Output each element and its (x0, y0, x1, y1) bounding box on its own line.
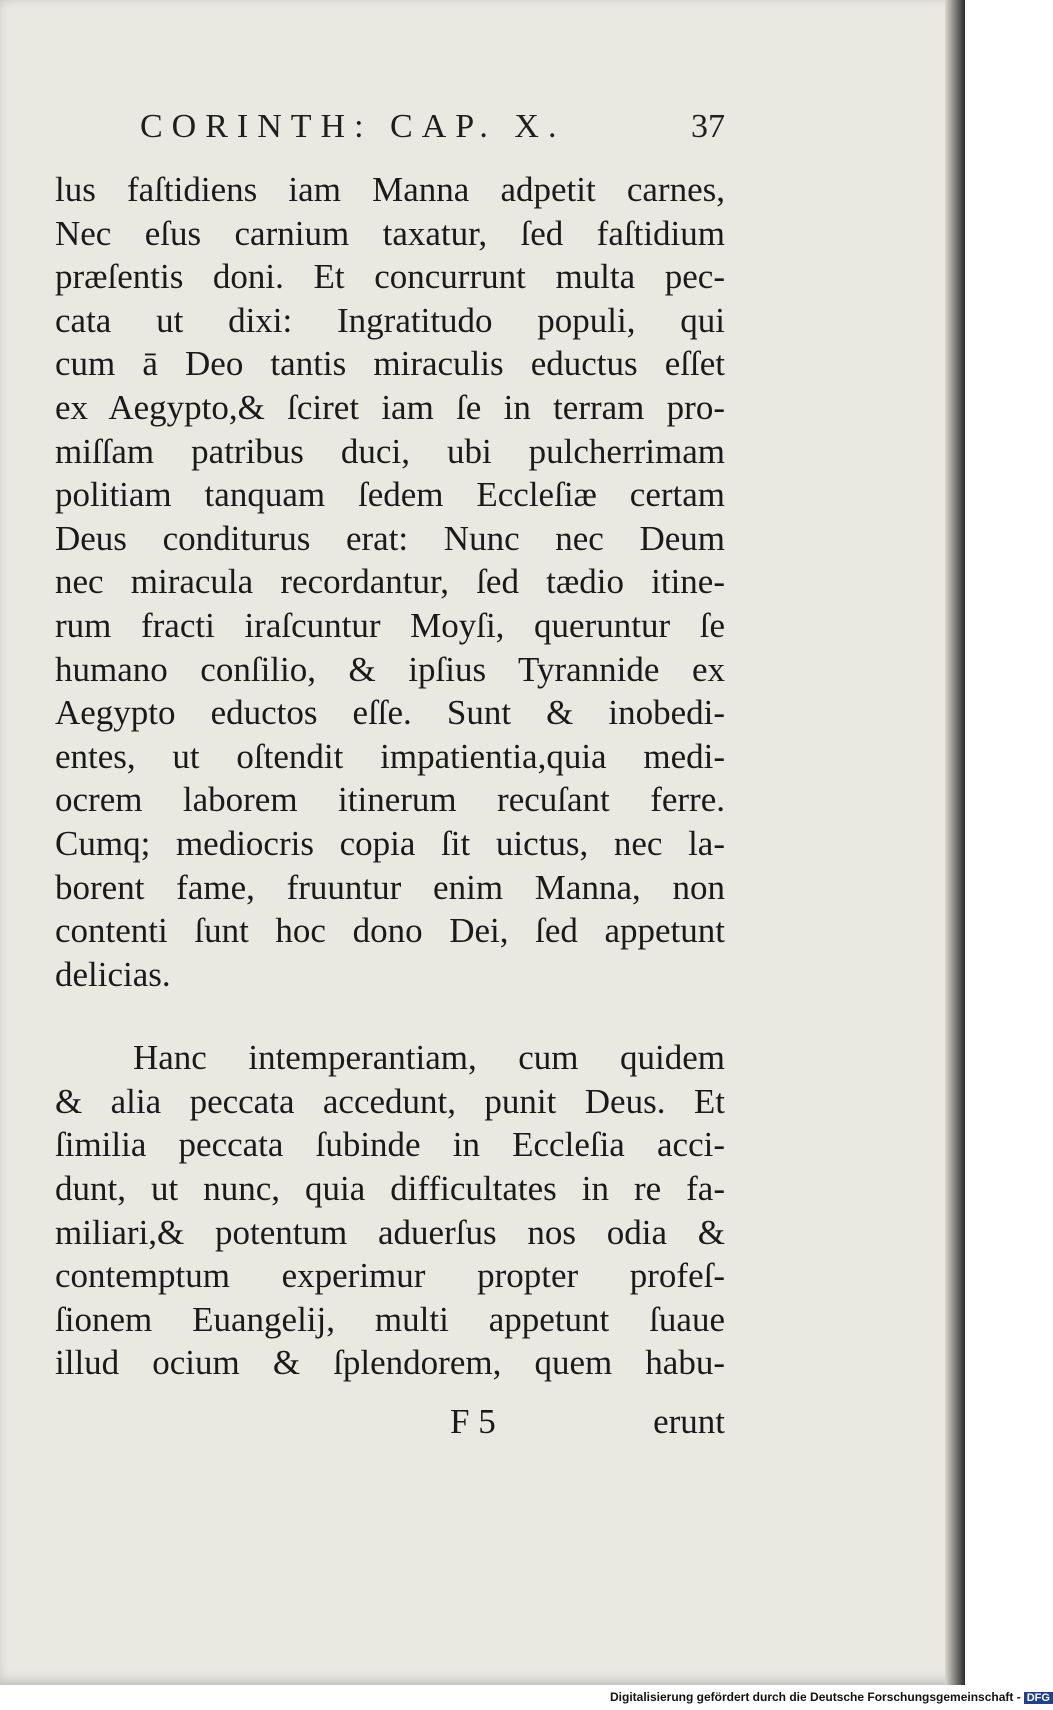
text-line: ſimilia peccata ſubinde in Eccleſia acci- (55, 1125, 725, 1165)
text-line: contenti ſunt hoc dono Dei, ſed appetunt (55, 911, 725, 951)
text-line: cata ut dixi: Ingratitudo populi, qui (55, 300, 725, 340)
page-body (55, 168, 725, 1385)
text-line: entes, ut oſtendit impatientia,quia medi- (55, 736, 725, 776)
text-line: dunt, ut nunc, quia difficultates in re fa- (55, 1169, 725, 1209)
text-line: Cumq; mediocris copia ſit uictus, nec la- (55, 823, 725, 863)
text-line: illud ocium & ſplendorem, quem habu- (55, 1343, 725, 1383)
text-line: miliari,& potentum aduerſus nos odia & (55, 1212, 725, 1252)
text-line: miſſam patribus duci, ubi pulcherrimam (55, 431, 725, 471)
dfg-logo: DFG (1024, 1692, 1053, 1704)
text-line: rum fracti iraſcuntur Moyſi, queruntur ſe (55, 605, 725, 645)
page-header (140, 108, 725, 158)
text-line: ocrem laborem itinerum recuſant ferre. (55, 780, 725, 820)
text-line: contemptum experimur propter profeſ- (55, 1256, 725, 1296)
running-title: CORINTH: CAP. X. (140, 108, 566, 145)
signature-mark: F 5 (450, 1402, 496, 1441)
text-line: & alia peccata accedunt, punit Deus. Et (55, 1081, 725, 1121)
text-line: Deus conditurus erat: Nunc nec Deum (55, 518, 725, 558)
text-line: nec miracula recordantur, ſed tædio itine- (55, 562, 725, 602)
paragraph-2 (55, 1036, 725, 1385)
text-line: politiam tanquam ſedem Eccleſiæ certam (55, 475, 725, 515)
text-line: Nec eſus carnium taxatur, ſed faſtidium (55, 213, 725, 253)
text-line: ſionem Euangelij, multi appetunt ſuaue (55, 1299, 725, 1339)
paragraph-gap (55, 996, 725, 1036)
catchword: erunt (653, 1402, 725, 1441)
page-number: 37 (691, 108, 725, 145)
text-line: præſentis doni. Et concurrunt multa pec- (55, 257, 725, 297)
page-footer (55, 1402, 725, 1447)
text-line: borent fame, fruuntur enim Manna, non (55, 867, 725, 907)
text-line: lus faſtidiens iam Manna adpetit carnes, (55, 170, 725, 209)
text-line: Aegypto eductos eſſe. Sunt & inobedi- (55, 693, 725, 733)
text-line: ex Aegypto,& ſciret iam ſe in terram pro- (55, 387, 725, 427)
paragraph-1 (55, 168, 725, 996)
digitization-credit (610, 1690, 1050, 1708)
text-line: humano conſilio, & ipſius Tyrannide ex (55, 649, 725, 689)
text-line: Hanc intemperantiam, cum quidem (133, 1038, 725, 1078)
credit-text: Digitalisierung gefördert durch die Deutsche Forschungsgemeinschaft - (610, 1690, 1021, 1704)
text-line: delicias. (55, 954, 171, 994)
page-edge-shadow (945, 0, 965, 1685)
text-line: cum ā Deo tantis miraculis eductus eſſet (55, 344, 725, 384)
